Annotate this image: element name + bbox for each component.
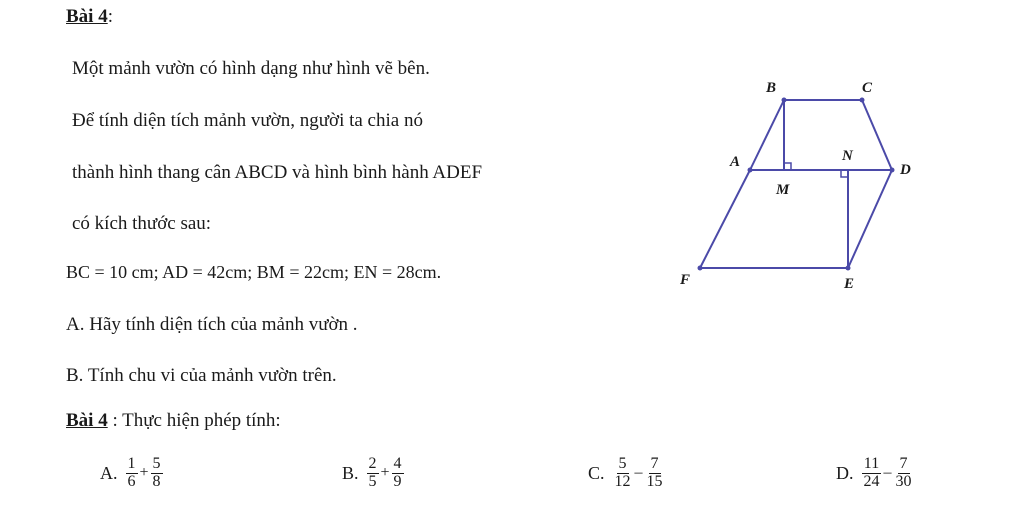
option-a [100, 456, 163, 491]
option-d-label: D. [836, 462, 854, 483]
intro-line-3: thành hình thang cân ABCD và hình bình hành ADEF [72, 162, 483, 183]
segment-cd [862, 100, 892, 170]
denominator: 6 [127, 472, 136, 490]
point-b [782, 98, 787, 103]
point-d [890, 168, 895, 173]
right-angle-m-icon [784, 163, 791, 170]
point-e [846, 266, 851, 271]
fraction-a2 [151, 456, 163, 491]
fraction-d2 [894, 456, 914, 491]
operator: + [139, 464, 149, 482]
denominator: 5 [368, 472, 377, 490]
numerator: 1 [127, 455, 136, 472]
exercise-heading-2 [66, 410, 281, 432]
exercise-title-2: Bài 4 [66, 410, 108, 431]
label-a: A [730, 154, 741, 170]
point-c [860, 98, 865, 103]
denominator: 24 [863, 472, 880, 490]
numerator: 7 [899, 455, 908, 472]
numerator: 5 [152, 455, 161, 472]
label-e: E [844, 276, 855, 292]
numerator: 4 [393, 455, 402, 472]
garden-figure [672, 74, 932, 294]
segment-de [848, 170, 892, 268]
fraction-c2 [645, 456, 665, 491]
operator: + [380, 464, 390, 482]
fraction-b2 [392, 456, 404, 491]
exercise-heading-1 [66, 6, 113, 28]
fraction-d1 [862, 456, 882, 491]
intro-line-4: có kích thước sau: [72, 213, 212, 234]
option-b [342, 456, 404, 491]
exercise-title-1-colon: : [107, 6, 113, 27]
option-a-label: A. [100, 462, 118, 483]
denominator: 9 [393, 472, 402, 490]
fraction-b1 [367, 456, 379, 491]
point-a [748, 168, 753, 173]
option-c [588, 456, 665, 491]
option-b-label: B. [342, 462, 359, 483]
question-b: B. Tính chu vi của mảnh vườn trên. [66, 365, 337, 386]
fraction-a1 [126, 456, 138, 491]
operator: – [634, 464, 643, 482]
option-c-label: C. [588, 462, 605, 483]
label-b: B [766, 80, 777, 96]
right-angle-n-icon [841, 170, 848, 177]
numerator: 5 [618, 455, 627, 472]
numerator: 2 [368, 455, 377, 472]
segment-af [700, 170, 750, 268]
segment-ab [750, 100, 784, 170]
denominator: 12 [614, 472, 631, 490]
denominator: 15 [646, 472, 663, 490]
label-m: M [776, 182, 790, 198]
operator: – [883, 464, 892, 482]
question-a: A. Hãy tính diện tích của mảnh vườn . [66, 314, 358, 335]
exercise-title-1: Bài 4 [66, 6, 108, 27]
exercise-instruction: : Thực hiện phép tính: [112, 410, 281, 431]
label-f: F [680, 272, 691, 288]
fraction-c1 [613, 456, 633, 491]
intro-line-1: Một mảnh vườn có hình dạng như hình vẽ bên. [72, 58, 430, 79]
label-n: N [842, 148, 853, 164]
label-d: D [900, 162, 911, 178]
option-d [836, 456, 914, 491]
label-c: C [862, 80, 873, 96]
measurements-line: BC = 10 cm; AD = 42cm; BM = 22cm; EN = 28cm. [66, 262, 442, 282]
numerator: 11 [863, 455, 880, 472]
denominator: 8 [152, 472, 161, 490]
intro-line-2: Để tính diện tích mảnh vườn, người ta chia nó [72, 110, 423, 131]
point-f [698, 266, 703, 271]
numerator: 7 [650, 455, 659, 472]
denominator: 30 [895, 472, 912, 490]
